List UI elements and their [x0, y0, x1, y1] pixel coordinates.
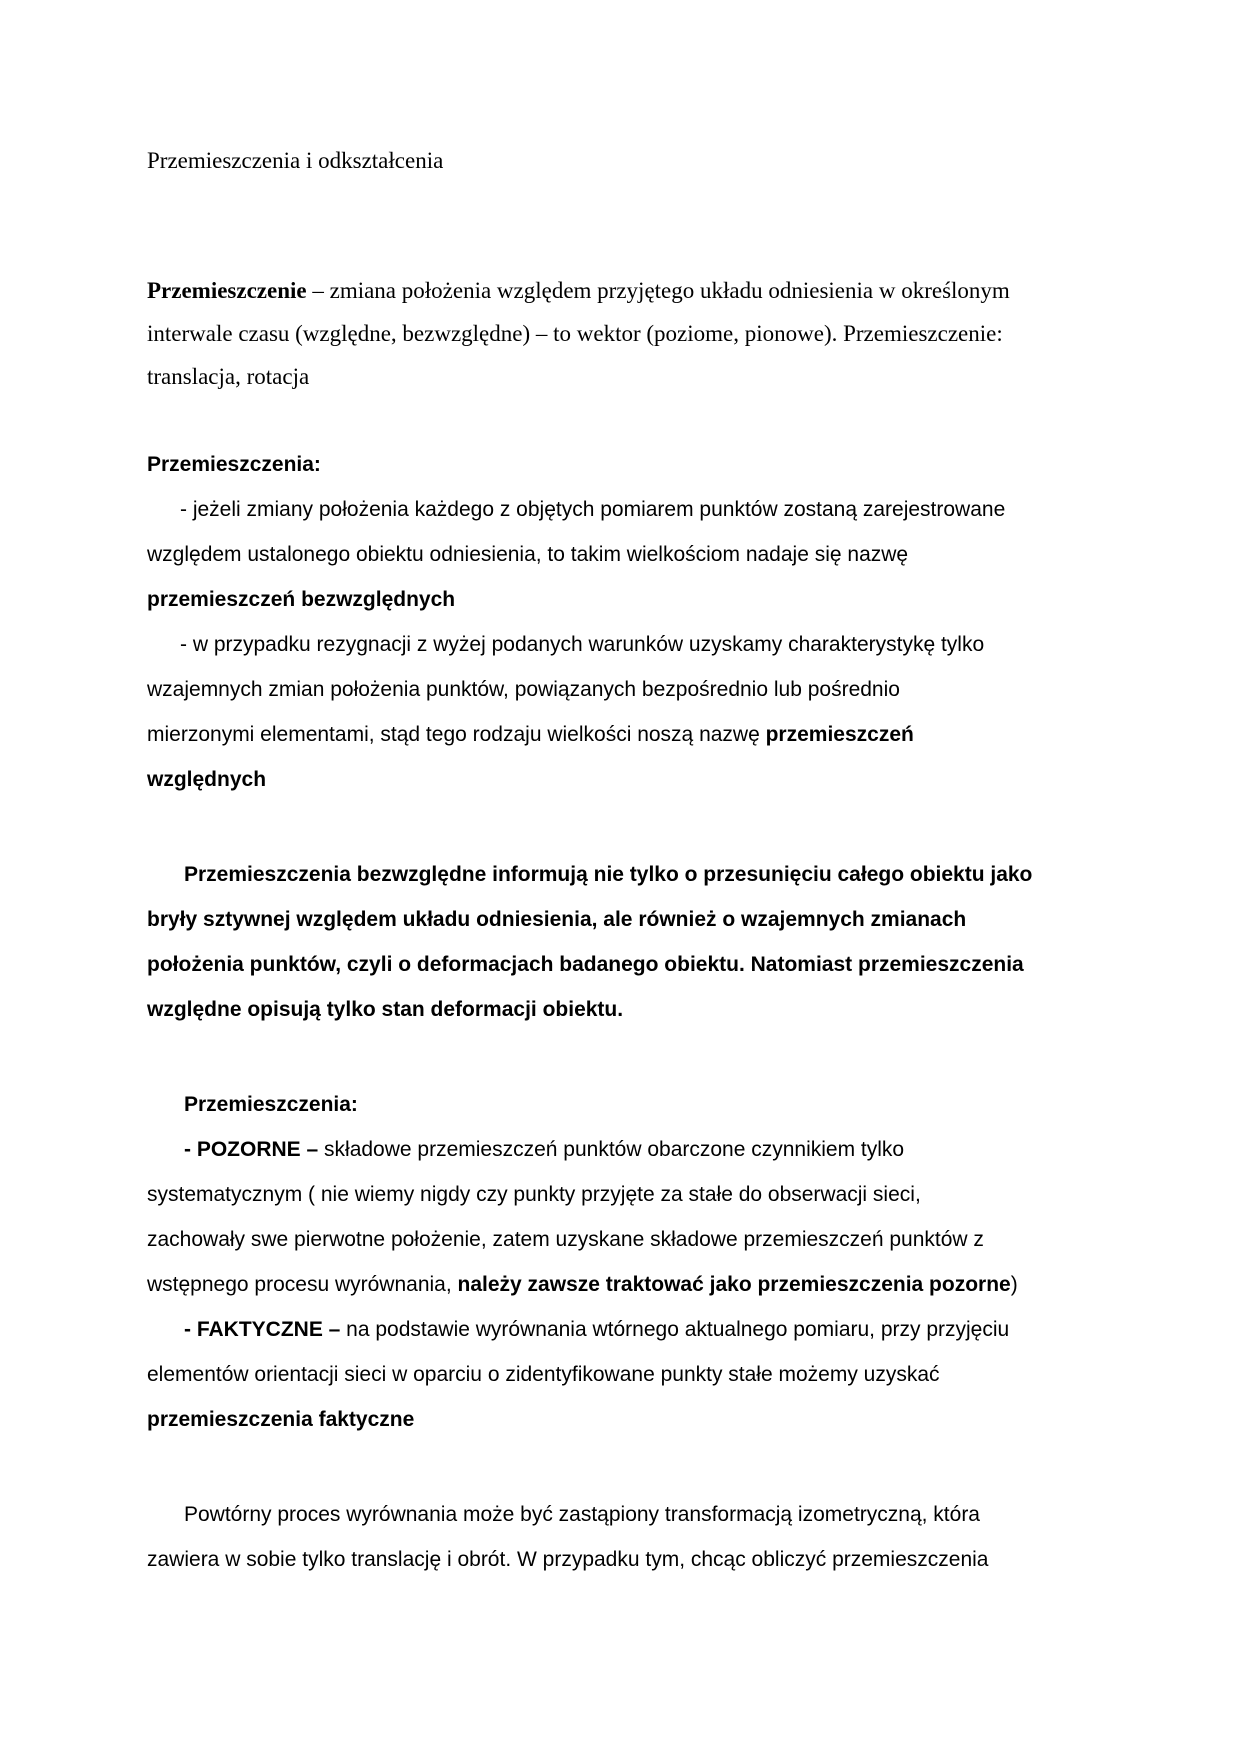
paragraph-line: mierzonymi elementami, stąd tego rodzaju wielkości noszą nazwę przemieszczeń: [147, 723, 914, 746]
paragraph-line: położenia punktów, czyli o deformacjach badanego obiektu. Natomiast przemieszczenia: [147, 953, 1024, 976]
paragraph-line: względne opisują tylko stan deformacji obiektu.: [147, 998, 624, 1021]
paragraph-line: względem ustalonego obiektu odniesienia, to takim wielkościom nadaje się nazwę: [147, 543, 909, 566]
paragraph-line: Powtórny proces wyrównania może być zastąpiony transformacją izometryczną, która: [184, 1503, 980, 1526]
paragraph-line: wzajemnych zmian położenia punktów, powiązanych bezpośrednio lub pośrednio: [147, 678, 900, 701]
paragraph-line: systematycznym ( nie wiemy nigdy czy punkty przyjęte za stałe do obserwacji sieci,: [147, 1183, 921, 1206]
paragraph-line: elementów orientacji sieci w oparciu o zidentyfikowane punkty stałe możemy uzyskać: [147, 1363, 940, 1386]
section-heading: Przemieszczenia:: [184, 1093, 358, 1116]
paragraph-line: przemieszczenia faktyczne: [147, 1408, 415, 1431]
paragraph-line: - POZORNE – składowe przemieszczeń punktów obarczone czynnikiem tylko: [184, 1138, 905, 1161]
paragraph-line: interwale czasu (względne, bezwzględne) – to wektor (poziome, pionowe). Przemieszczenie:: [147, 321, 1003, 346]
term-przemieszczenie: Przemieszczenie: [147, 278, 307, 303]
document-title: Przemieszczenia i odkształcenia: [147, 148, 444, 173]
paragraph-line: Przemieszczenie – zmiana położenia względem przyjętego układu odniesienia w określonym: [147, 278, 1010, 303]
paragraph-line: - FAKTYCZNE – na podstawie wyrównania wtórnego aktualnego pomiaru, przy przyjęciu: [184, 1318, 1010, 1341]
paragraph-line: wstępnego procesu wyrównania, należy zawsze traktować jako przemieszczenia pozorne): [147, 1273, 1018, 1296]
paragraph-line: Przemieszczenia bezwzględne informują nie tylko o przesunięciu całego obiektu jako: [184, 863, 1033, 886]
paragraph-line: zawiera w sobie tylko translację i obrót. W przypadku tym, chcąc obliczyć przemieszczenia: [147, 1548, 989, 1571]
section-heading: Przemieszczenia:: [147, 453, 321, 476]
paragraph-line: - jeżeli zmiany położenia każdego z objętych pomiarem punktów zostaną zarejestrowane: [180, 498, 1006, 521]
paragraph-line: translacja, rotacja: [147, 364, 310, 389]
paragraph-line: - w przypadku rezygnacji z wyżej podanych warunków uzyskamy charakterystykę tylko: [180, 633, 985, 656]
paragraph-line: zachowały swe pierwotne położenie, zatem uzyskane składowe przemieszczeń punktów z: [147, 1228, 984, 1251]
paragraph-line: względnych: [147, 768, 267, 791]
paragraph-line: bryły sztywnej względem układu odniesienia, ale również o wzajemnych zmianach: [147, 908, 967, 931]
paragraph-line: przemieszczeń bezwzględnych: [147, 588, 456, 611]
